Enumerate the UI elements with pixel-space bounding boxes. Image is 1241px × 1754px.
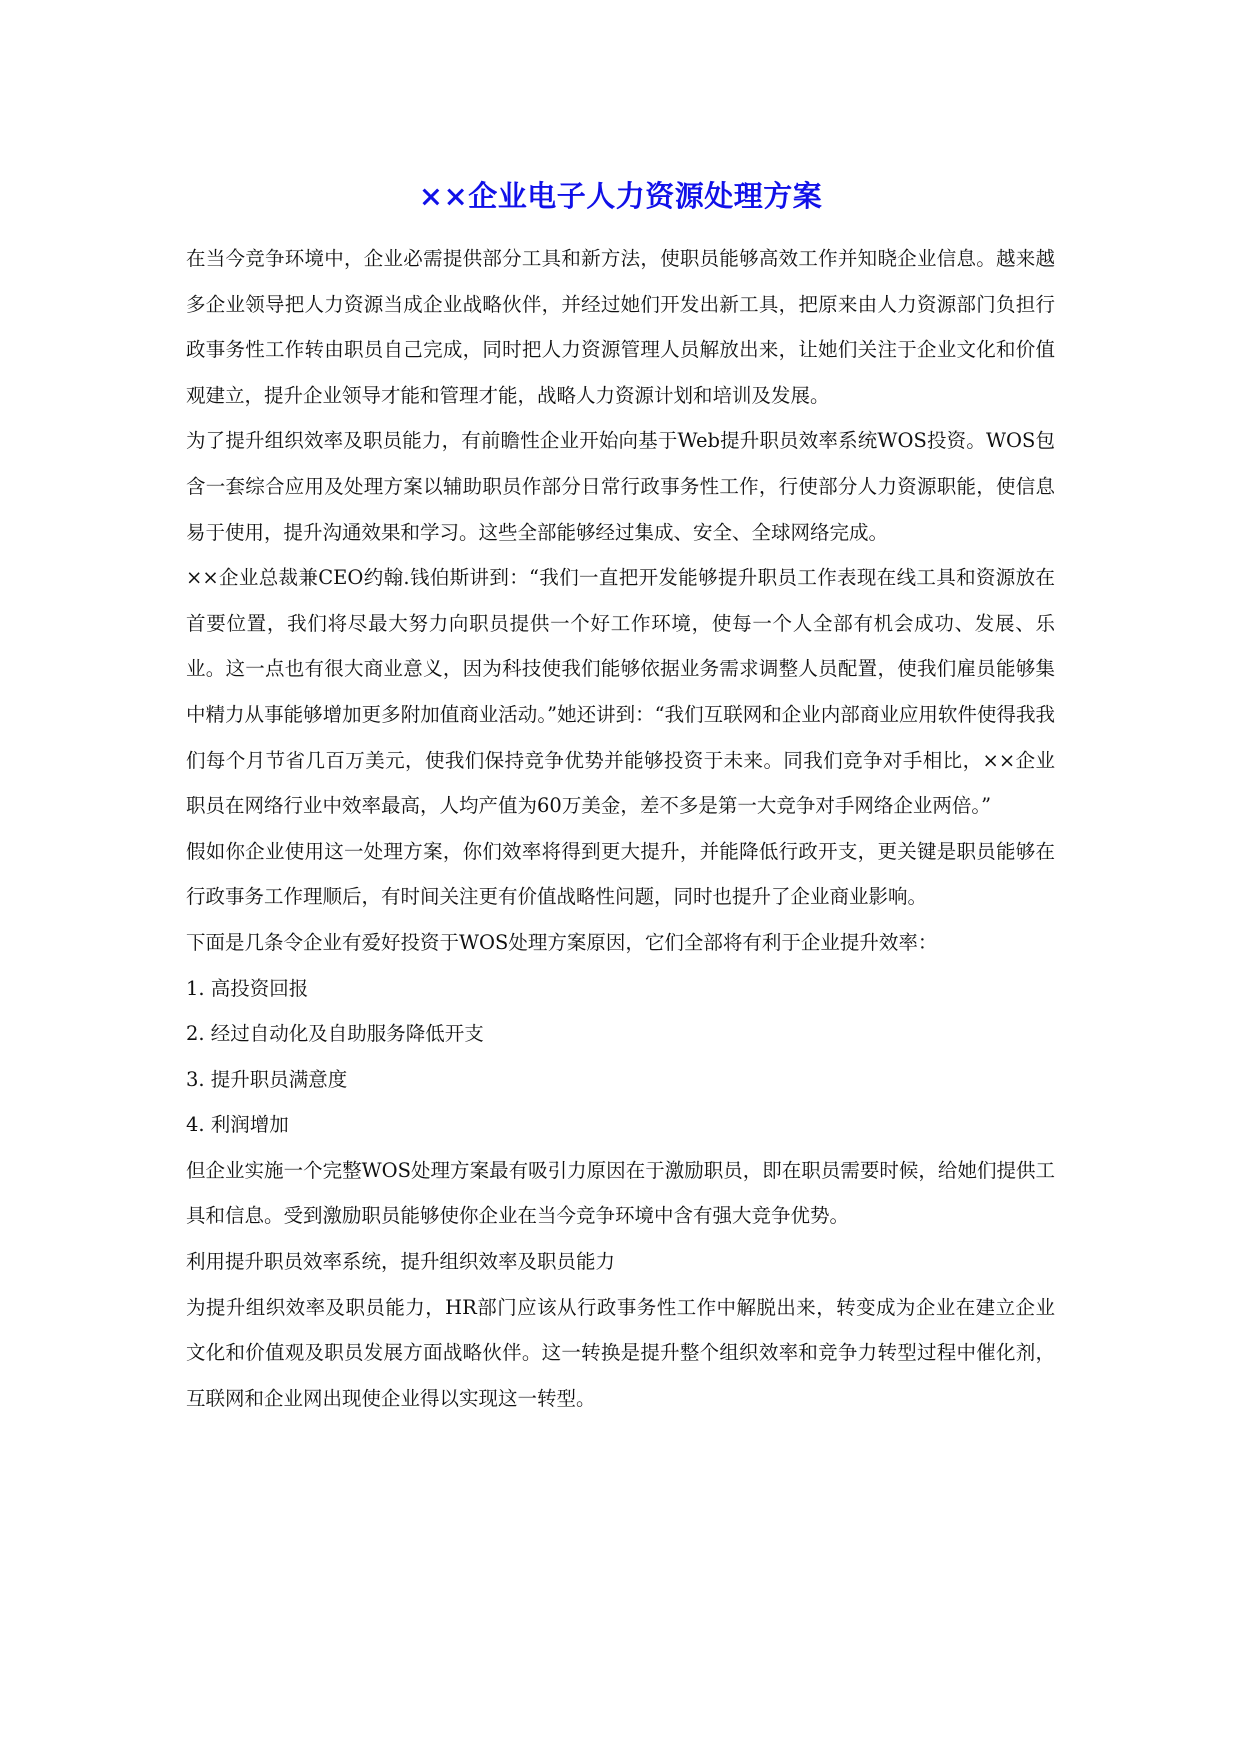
- paragraph-ceo-quote: ××企业总裁兼CEO约翰.钱伯斯讲到：“我们一直把开发能够提升职员工作表现在线工具和资源放在首要位置，我们将尽最大努力向职员提供一个好工作环境，使每一个人全部有机会成功、发展、乐业。这一点也有很大商业意义，因为科技使我们能够依据业务需求调整人员配置，使我们雇员能够集中精力从事能够增加更多附加值商业活动。”她还讲到：“我们互联网和企业内部商业应用软件使得我我们每个月节省几百万美元，使我们保持竞争优势并能够投资于未来。同我们竞争对手相比，××企业职员在网络行业中效率最高，人均产值为60万美金，差不多是第一大竞争对手网络企业两倍。”: [186, 566, 1055, 818]
- list-item-4: 4. 利润增加: [186, 1113, 289, 1137]
- document-body: [186, 236, 1055, 1421]
- list-item-3: 3. 提升职员满意度: [186, 1067, 348, 1091]
- paragraph-solution-benefits: 假如你企业使用这一处理方案，你们效率将得到更大提升，并能降低行政开支，更关键是职员能够在行政事务工作理顺后，有时间关注更有价值战略性问题，同时也提升了企业商业影响。: [186, 839, 1055, 909]
- list-item-1: 1. 高投资回报: [186, 976, 309, 1000]
- section-heading-efficiency: 利用提升职员效率系统，提升组织效率及职员能力: [186, 1250, 616, 1274]
- paragraph-wos-investment: 为了提升组织效率及职员能力，有前瞻性企业开始向基于Web提升职员效率系统WOS投资。WOS包含一套综合应用及处理方案以辅助职员作部分日常行政事务性工作，行使部分人力资源职能，使信息易于使用，提升沟通效果和学习。这些全部能够经过集成、安全、全球网络完成。: [186, 429, 1055, 544]
- paragraph-reasons-intro: 下面是几条令企业有爱好投资于WOS处理方案原因，它们全部将有利于企业提升效率：: [186, 930, 938, 954]
- document-title: ××企业电子人力资源处理方案: [418, 179, 823, 213]
- list-item-2: 2. 经过自动化及自助服务降低开支: [186, 1022, 484, 1046]
- paragraph-hr-transformation: 为提升组织效率及职员能力，HR部门应该从行政事务性工作中解脱出来，转变成为企业在建立企业文化和价值观及职员发展方面战略伙伴。这一转换是提升整个组织效率和竞争力转型过程中催化剂，互联网和企业网出现使企业得以实现这一转型。: [186, 1295, 1055, 1410]
- paragraph-motivation: 但企业实施一个完整WOS处理方案最有吸引力原因在于激励职员，即在职员需要时候，给她们提供工具和信息。受到激励职员能够使你企业在当今竞争环境中含有强大竞争优势。: [186, 1158, 1055, 1228]
- paragraph-intro: 在当今竞争环境中，企业必需提供部分工具和新方法，使职员能够高效工作并知晓企业信息。越来越多企业领导把人力资源当成企业战略伙伴，并经过她们开发出新工具，把原来由人力资源部门负担行政事务性工作转由职员自己完成，同时把人力资源管理人员解放出来，让她们关注于企业文化和价值观建立，提升企业领导才能和管理才能，战略人力资源计划和培训及发展。: [186, 247, 1055, 407]
